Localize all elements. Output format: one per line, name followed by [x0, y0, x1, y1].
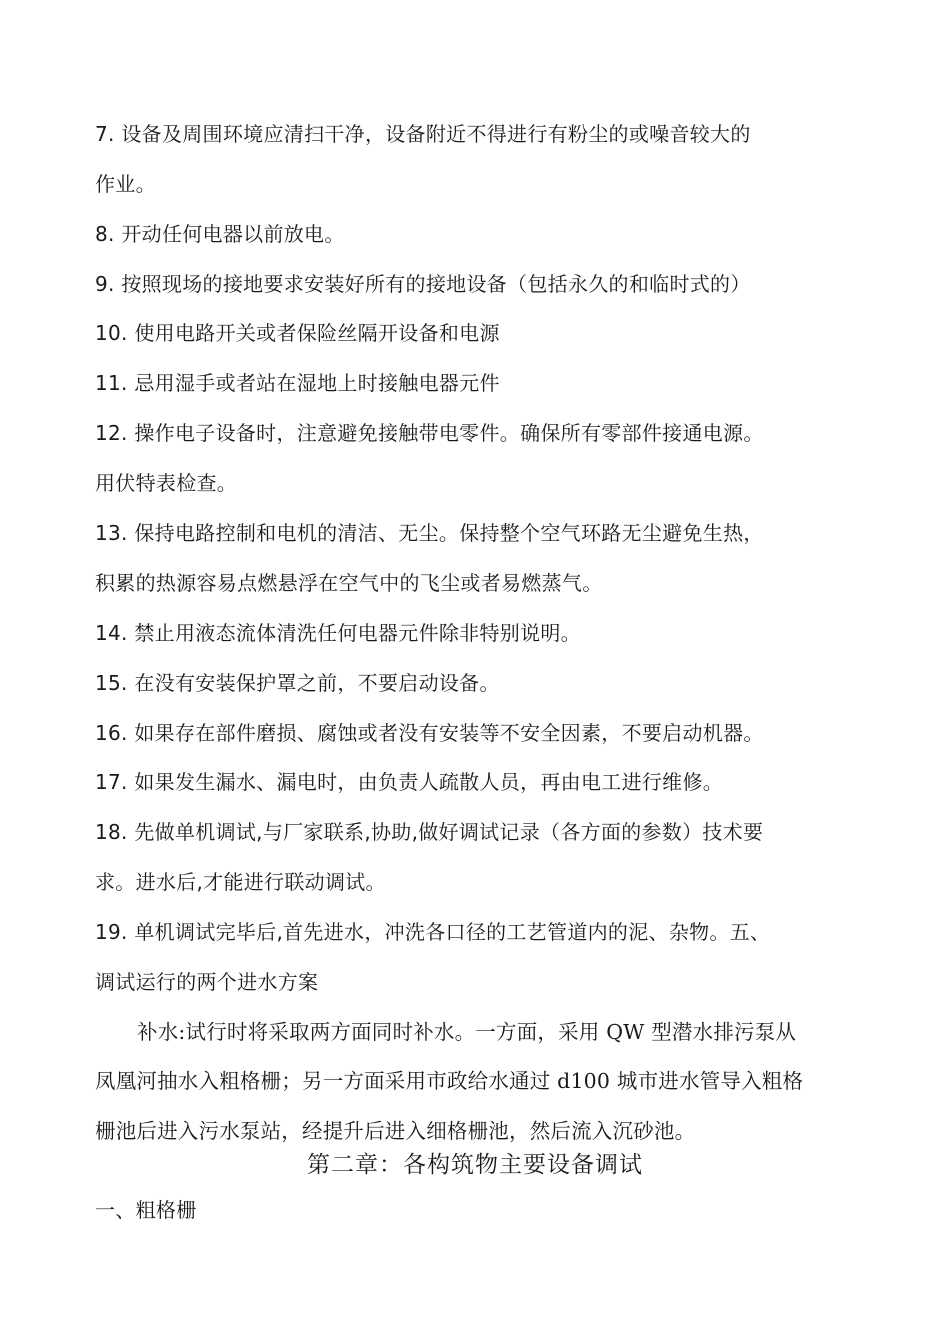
list-item-9: 9. 按照现场的接地要求安装好所有的接地设备（包括永久的和临时式的）	[95, 272, 751, 296]
list-item-17: 17. 如果发生漏水、漏电时，由负责人疏散人员，再由电工进行维修。	[95, 770, 724, 794]
chapter-title: 第二章：各构筑物主要设备调试	[307, 1152, 643, 1178]
section-title: 一、粗格栅	[95, 1198, 197, 1222]
list-item-12: 12. 操作电子设备时，注意避免接触带电零件。确保所有零部件接通电源。	[95, 421, 764, 445]
list-item-16: 16. 如果存在部件磨损、腐蚀或者没有安装等不安全因素，不要启动机器。	[95, 721, 764, 745]
paragraph-line-3: 栅池后进入污水泵站，经提升后进入细格栅池，然后流入沉砂池。	[95, 1119, 696, 1143]
list-item-15: 15. 在没有安装保护罩之前，不要启动设备。	[95, 671, 500, 695]
list-item-14: 14. 禁止用液态流体清洗任何电器元件除非特别说明。	[95, 621, 581, 645]
list-item-19-cont: 调试运行的两个进水方案	[95, 970, 319, 994]
list-item-13-cont: 积累的热源容易点燃悬浮在空气中的飞尘或者易燃蒸气。	[95, 571, 603, 595]
list-item-11: 11. 忌用湿手或者站在湿地上时接触电器元件	[95, 371, 500, 395]
list-item-18-cont: 求。进水后,才能进行联动调试。	[95, 870, 386, 894]
list-item-13: 13. 保持电路控制和电机的清洁、无尘。保持整个空气环路无尘避免生热，	[95, 521, 764, 545]
list-item-7: 7. 设备及周围环境应清扫干净，设备附近不得进行有粉尘的或噪音较大的	[95, 122, 751, 146]
paragraph-line-2: 凤凰河抽水入粗格栅；另一方面采用市政给水通过 d100 城市进水管导入粗格	[95, 1069, 804, 1093]
list-item-18: 18. 先做单机调试,与厂家联系,协助,做好调试记录（各方面的参数）技术要	[95, 820, 764, 844]
list-item-8: 8. 开动任何电器以前放电。	[95, 222, 345, 246]
list-item-19: 19. 单机调试完毕后,首先进水，冲洗各口径的工艺管道内的泥、杂物。五、	[95, 920, 771, 944]
paragraph-line-1: 补水:试行时将采取两方面同时补水。一方面，采用 QW 型潜水排污泵从	[137, 1020, 797, 1044]
list-item-10: 10. 使用电路开关或者保险丝隔开设备和电源	[95, 321, 500, 345]
list-item-12-cont: 用伏特表检查。	[95, 471, 238, 495]
list-item-7-cont: 作业。	[95, 172, 156, 196]
